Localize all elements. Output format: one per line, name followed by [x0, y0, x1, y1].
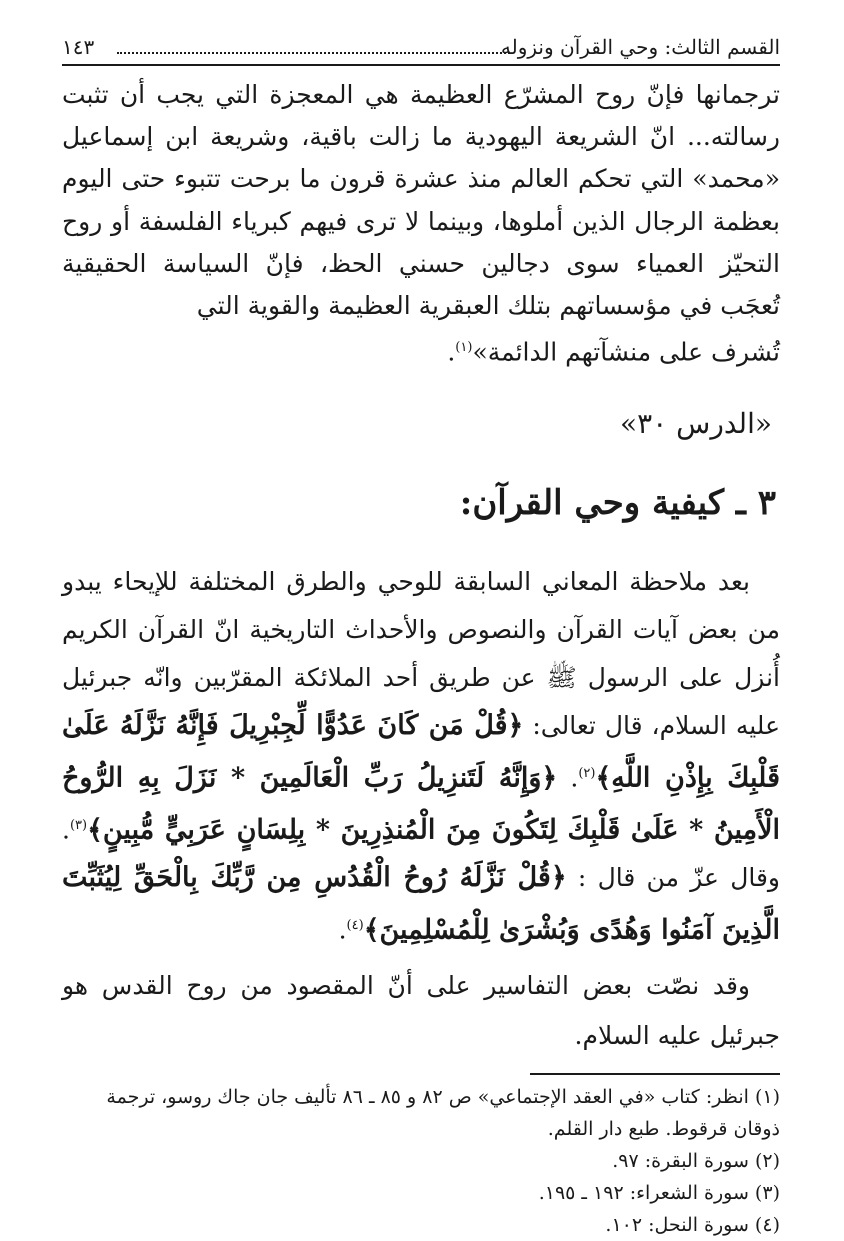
- paragraph-text: ترجمانها فإنّ روح المشرّع العظيمة هي المعجزة التي يجب أن تثبت رسالته... انّ الشريعة اليهودية ما زالت باقية، وشريعة ابن إسماعيل «محمد» التي تحكم العالم منذ عشرة قرون ما برحت تتبوء حتى اليوم بعظمة الرجال الذين أملوها، وبينما لا ترى فيهم كبرياء الفلسفة أو روح التحيّز العمياء سوى دجالين حسني الحظ، فإنّ السياسة الحقيقية تُعجَب في مؤسساتهم بتلك العبقرية العظيمة والقوية التي: [62, 80, 780, 321]
- footnote-item: (٢) سورة البقرة: ٩٧.: [612, 1149, 780, 1172]
- paragraph-conclusion: وقد نصّت بعض التفاسير على أنّ المقصود من روح القدس هو جبرئيل عليه السلام.: [62, 970, 780, 1050]
- footnote-item: (١) انظر: كتاب «في العقد الإجتماعي» ص ٨٢ و ٨٥ ـ ٨٦ تأليف جان جاك روسو، ترجمة ذوقان قرقوط. طبع دار القلم.: [106, 1085, 780, 1140]
- footnote-ref: (٤): [346, 918, 364, 934]
- lesson-number: «الدرس ٣٠»: [620, 406, 772, 440]
- footnote-item: (٣) سورة الشعراء: ١٩٢ ـ ١٩٥.: [538, 1181, 780, 1204]
- footnote-rule: [530, 1073, 780, 1075]
- quran-verse: ﴿قُلْ نَزَّلَهُ رُوحُ الْقُدُسِ مِن رَّبِّكَ بِالْحَقِّ لِيُثَبِّتَ الَّذِينَ آمَنُوا وَهُدًى وَبُشْرَىٰ لِلْمُسْلِمِينَ﴾: [62, 862, 780, 946]
- header-rule: [62, 64, 780, 66]
- section-title: القسم الثالث: وحي القرآن ونزوله: [500, 35, 780, 59]
- paragraph-last-line: تُشرف على منشآتهم الدائمة»$^{(١)}$.: [447, 337, 780, 367]
- quran-verse: ﴿قُلْ مَن كَانَ عَدُوًّا لِّجِبْرِيلَ فَإِنَّهُ نَزَّلَهُ عَلَىٰ قَلْبِكَ بِإِذْنِ اللَّهِ﴾: [62, 709, 780, 794]
- quran-verse: ﴿وَإِنَّهُ لَتَنزِيلُ رَبِّ الْعَالَمِينَ * نَزَلَ بِهِ الرُّوحُ الْأَمِينُ * عَلَىٰ قَلْبِكَ لِتَكُونَ مِنَ الْمُنذِرِينَ * بِلِسَانٍ عَرَبِيٍّ مُّبِينٍ﴾: [62, 762, 780, 846]
- paragraph-last-text: تُشرف على منشآتهم الدائمة»: [472, 337, 780, 367]
- footnote-ref: (٣): [69, 818, 88, 834]
- footnotes: [62, 1081, 780, 1241]
- footnote-ref: (٢): [578, 765, 596, 781]
- paragraph-intro: بعد ملاحظة المعاني السابقة للوحي والطرق المختلفة للإيحاء يبدو من بعض آيات القرآن والنصوص والأحداث التاريخية انّ القرآن الكريم أُنزل على الرسول ﷺ عن طريق أحد الملائكة المقرّبين وانّه جبرئيل عليه السلام، قال تعالى:: [62, 566, 780, 740]
- footnote-item: (٤) سورة النحل: ١٠٢.: [605, 1213, 780, 1236]
- book-page: [62, 32, 780, 1241]
- leader-dots: [117, 52, 510, 54]
- paragraph-quote-end: [62, 74, 780, 374]
- section-heading: ٣ ـ كيفية وحي القرآن:: [459, 482, 776, 523]
- running-header: [62, 32, 780, 62]
- connector-text: . وقال عزّ من قال :: [62, 815, 780, 893]
- paragraph-revelation: بعد ملاحظة المعاني السابقة للوحي والطرق المختلفة للإيحاء يبدو من بعض آيات القرآن والنصوص والأحداث التاريخية انّ القرآن الكريم أُنزل على الرسول ﷺ عن طريق أحد الملائكة المقرّبين وانّه جبرئيل عليه السلام، قال تعالى: ﴿قُلْ مَن كَانَ عَدُوًّا لِّجِبْرِيلَ فَإِنَّهُ نَزَّلَهُ عَلَىٰ قَلْبِكَ بِإِذْنِ اللَّهِ﴾$^{(٢)}$. ﴿وَإِنَّهُ لَتَنزِيلُ رَبِّ الْعَالَمِينَ * نَزَلَ بِهِ الرُّوحُ الْأَمِينُ * عَلَىٰ قَلْبِكَ لِتَكُونَ مِنَ الْمُنذِرِينَ * بِلِسَانٍ عَرَبِيٍّ مُّبِينٍ﴾$^{(٣)}$. وقال عزّ من قال : ﴿قُلْ نَزَّلَهُ رُوحُ الْقُدُسِ مِن رَّبِّكَ بِالْحَقِّ لِيُثَبِّتَ الَّذِينَ آمَنُوا وَهُدًى وَبُشْرَىٰ لِلْمُسْلِمِينَ﴾$^{(٤)}$.: [62, 566, 780, 946]
- page-number: ١٤٣: [62, 35, 95, 59]
- footnote-ref: (١): [455, 340, 473, 356]
